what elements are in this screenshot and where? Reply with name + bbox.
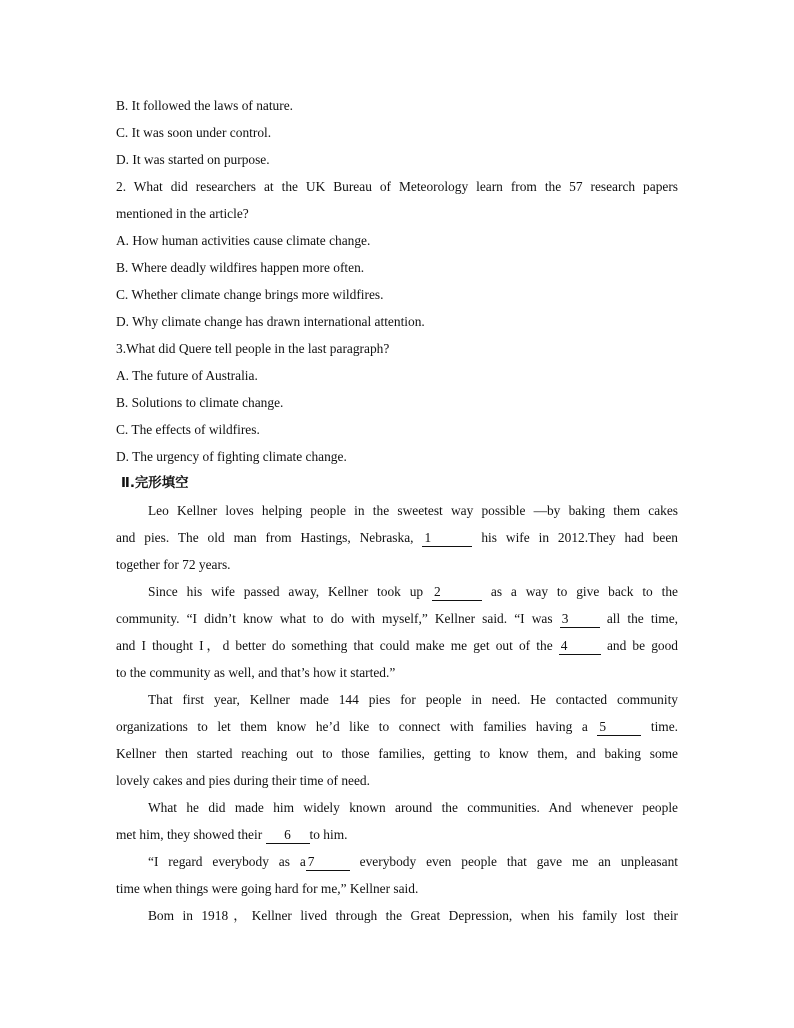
passage-text: Since his wife passed away, Kellner took up (148, 584, 424, 599)
q2-stem-line2: mentioned in the article? (116, 206, 249, 221)
q2-option-b: B. Where deadly wildfires happen more often. (116, 260, 365, 275)
passage-line (116, 848, 678, 875)
passage-line (116, 821, 678, 848)
q2-option-c: C. Whether climate change brings more wildfires. (116, 287, 384, 302)
q3-option-c: C. The effects of wildfires. (116, 422, 260, 437)
passage-line (116, 632, 678, 659)
q3-option-a: A. The future of Australia. (116, 368, 258, 383)
q3-option-b: B. Solutions to climate change. (116, 395, 284, 410)
passage-line: Bom in 1918，Kellner lived through the Great Depression, when his family lost their (148, 908, 678, 923)
q2-option-a: A. How human activities cause climate change. (116, 233, 371, 248)
passage-line: lovely cakes and pies during their time of need. (116, 773, 370, 788)
passage-text: his wife in 2012.They had been (481, 530, 678, 545)
blank-1[interactable]: 1 (422, 529, 472, 547)
q3-option-d: D. The urgency of fighting climate change. (116, 449, 347, 464)
blank-4[interactable]: 4 (559, 637, 601, 655)
section-heading: Ⅱ.完形填空 (121, 476, 189, 491)
blank-6[interactable]: 6 (266, 826, 310, 844)
passage-line: to the community as well, and that’s how it started.” (116, 665, 396, 680)
passage-line: time when things were going hard for me,” Kellner said. (116, 881, 419, 896)
passage-text: all the time, (606, 611, 679, 626)
passage-text: and pies. The old man from Hastings, Nebraska, (116, 530, 414, 545)
document-body (116, 92, 678, 929)
passage-text: to him. (309, 827, 348, 842)
passage-line (116, 578, 678, 605)
passage-line (116, 605, 678, 632)
passage-text: organizations to let them know he’d like to connect with families having a (116, 719, 588, 734)
passage-line: That first year, Kellner made 144 pies for people in need. He contacted community (148, 692, 678, 707)
passage-line: together for 72 years. (116, 557, 231, 572)
passage-line: Kellner then started reaching out to those families, getting to know them, and baking some (116, 746, 678, 761)
q1-option-b: B. It followed the laws of nature. (116, 98, 294, 113)
q3-stem: 3.What did Quere tell people in the last paragraph? (116, 341, 390, 356)
passage-text: everybody even people that gave me an unpleasant (359, 854, 678, 869)
blank-7[interactable]: 7 (306, 853, 350, 871)
passage-line (116, 524, 678, 551)
q2-option-d: D. Why climate change has drawn international attention. (116, 314, 425, 329)
passage-text: as a way to give back to the (490, 584, 678, 599)
passage-text: “I regard everybody as a (148, 854, 306, 869)
passage-line: Leo Kellner loves helping people in the sweetest way possible —by baking them cakes (148, 503, 678, 518)
q1-option-d: D. It was started on purpose. (116, 152, 270, 167)
passage-text: time. (650, 719, 678, 734)
passage-text: met him, they showed their (116, 827, 263, 842)
passage-line (116, 713, 678, 740)
passage-text: and I thought I，d better do something that could make me get out of the (116, 638, 553, 653)
q1-option-c: C. It was soon under control. (116, 125, 272, 140)
blank-5[interactable]: 5 (597, 718, 641, 736)
passage-text: community. “I didn’t know what to do with myself,” Kellner said. “I was (116, 611, 553, 626)
passage-text: and be good (606, 638, 678, 653)
blank-2[interactable]: 2 (432, 583, 482, 601)
blank-3[interactable]: 3 (560, 610, 600, 628)
q2-stem-line1: 2. What did researchers at the UK Bureau of Meteorology learn from the 57 research papers (116, 179, 678, 194)
passage-line: What he did made him widely known around the communities. And whenever people (148, 800, 678, 815)
